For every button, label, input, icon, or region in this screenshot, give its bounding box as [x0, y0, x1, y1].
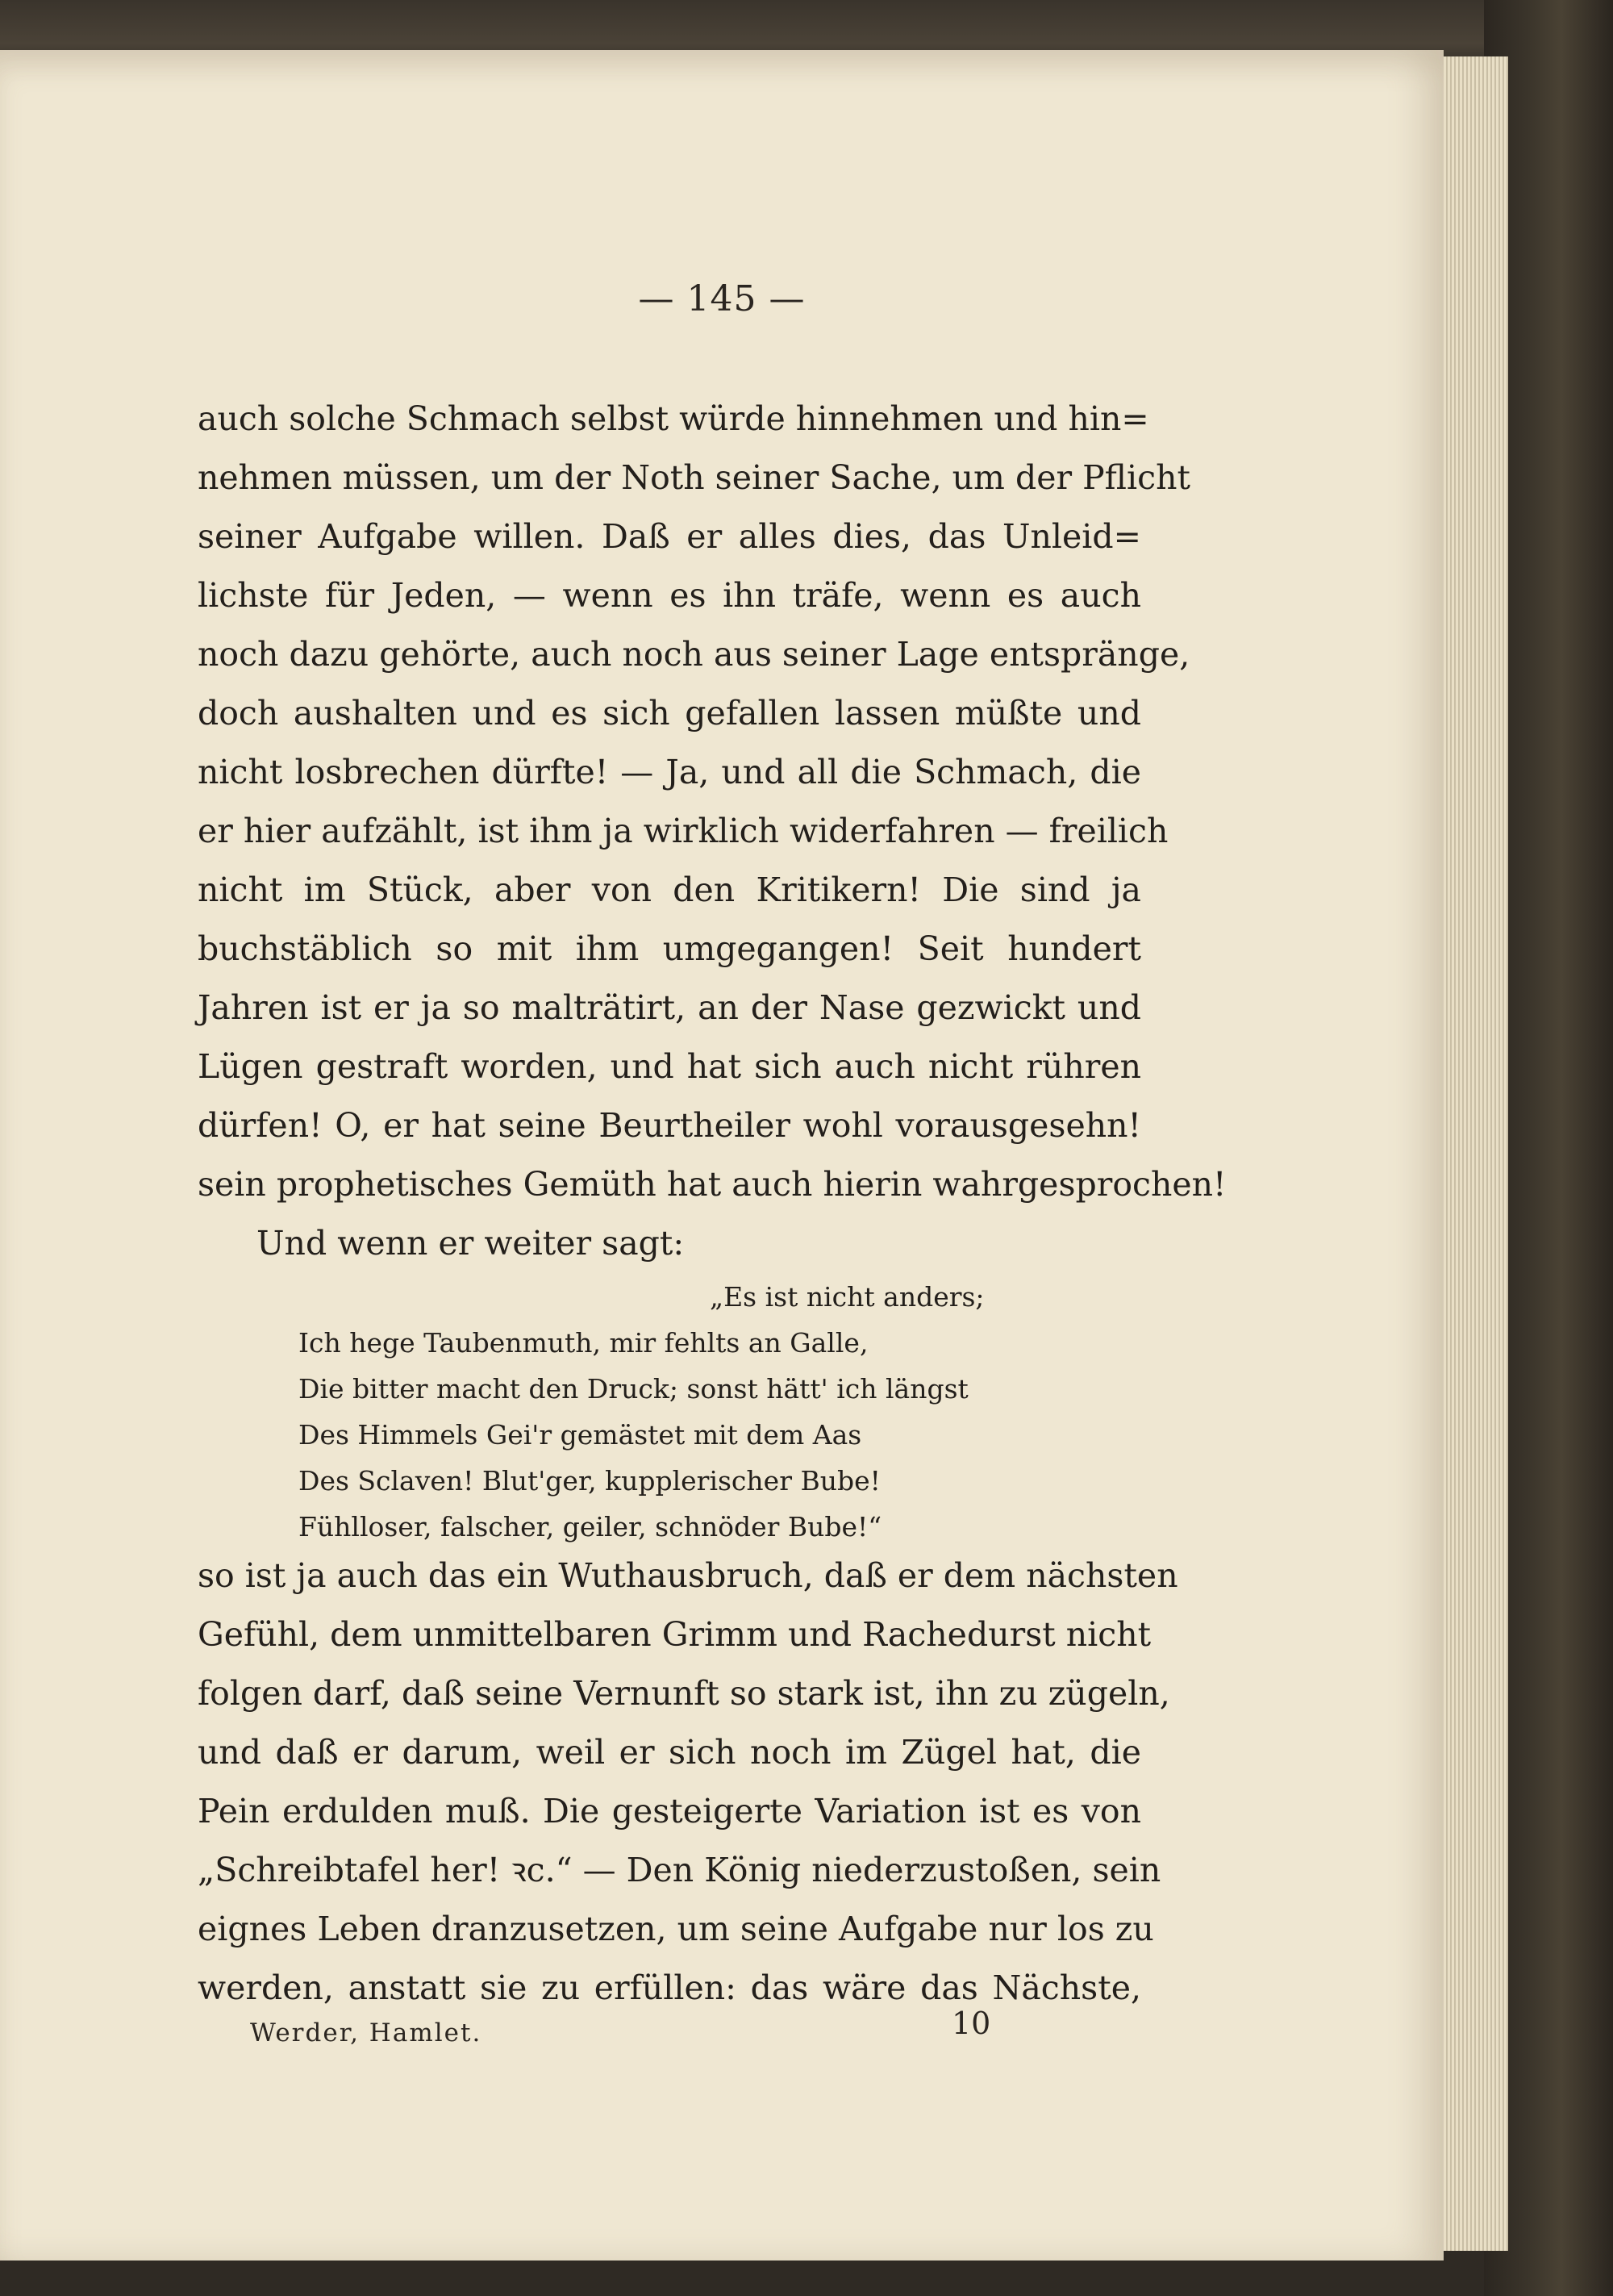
- text-line: Lügen gestraft worden, und hat sich auch nicht rühren: [198, 1047, 1141, 1086]
- text-line: nicht im Stück, aber von den Kritikern! Die sind ja: [198, 870, 1141, 909]
- text-line: folgen darf, daß seine Vernunft so stark ist, ihn zu zügeln,: [198, 1674, 1170, 1713]
- text-line: Jahren ist er ja so malträtirt, an der Nase gezwickt und: [198, 988, 1141, 1027]
- text-line: auch solche Schmach selbst würde hinnehmen und hin=: [198, 399, 1149, 438]
- text-line: sein prophetisches Gemüth hat auch hierin wahrgesprochen!: [198, 1165, 1227, 1204]
- text-line: nicht losbrechen dürfte! — Ja, und all die Schmach, die: [198, 753, 1141, 791]
- text-line: seiner Aufgabe willen. Daß er alles dies, das Unleid=: [198, 517, 1141, 556]
- verse-line: Die bitter macht den Druck; sonst hätt' ich längst: [298, 1373, 969, 1405]
- text-line: so ist ja auch das ein Wuthausbruch, daß er dem nächsten: [198, 1556, 1178, 1595]
- text-line: lichste für Jeden, — wenn es ihn träfe, wenn es auch: [198, 576, 1141, 615]
- verse-line: „Es ist nicht anders;: [710, 1281, 985, 1313]
- verse-line: Des Himmels Gei'r gemästet mit dem Aas: [298, 1419, 862, 1451]
- text-line: Gefühl, dem unmittelbaren Grimm und Rachedurst nicht: [198, 1615, 1152, 1654]
- text-line: noch dazu gehörte, auch noch aus seiner Lage entspränge,: [198, 635, 1190, 674]
- verse-line: Ich hege Taubenmuth, mir fehlts an Galle,: [298, 1327, 869, 1359]
- footer-signature: Werder, Hamlet.: [250, 2018, 482, 2048]
- text-line: „Schreibtafel her! ꝛc.“ — Den König niederzustoßen, sein: [198, 1851, 1161, 1889]
- text-line: doch aushalten und es sich gefallen lassen müßte und: [198, 694, 1141, 733]
- text-line: und daß er darum, weil er sich noch im Zügel hat, die: [198, 1733, 1141, 1772]
- text-line: Und wenn er weiter sagt:: [256, 1224, 685, 1263]
- text-line: nehmen müssen, um der Noth seiner Sache, um der Pflicht: [198, 458, 1190, 497]
- page-number: — 145 —: [638, 278, 806, 319]
- verse-line: Des Sclaven! Blut'ger, kupplerischer Bube!: [298, 1465, 881, 1497]
- text-line: werden, anstatt sie zu erfüllen: das wäre das Nächste,: [198, 1968, 1141, 2007]
- text-line: buchstäblich so mit ihm umgegangen! Seit hundert: [198, 929, 1141, 968]
- verse-line: Fühlloser, falscher, geiler, schnöder Bube!“: [298, 1511, 882, 1542]
- sheet-number: 10: [952, 2006, 991, 2041]
- text-line: eignes Leben dranzusetzen, um seine Aufgabe nur los zu: [198, 1910, 1154, 1948]
- text-line: Pein erdulden muß. Die gesteigerte Variation ist es von: [198, 1792, 1141, 1831]
- book-page: [0, 50, 1444, 2261]
- text-line: er hier aufzählt, ist ihm ja wirklich widerfahren — freilich: [198, 812, 1169, 850]
- text-line: dürfen! O, er hat seine Beurtheiler wohl vorausgesehn!: [198, 1106, 1141, 1145]
